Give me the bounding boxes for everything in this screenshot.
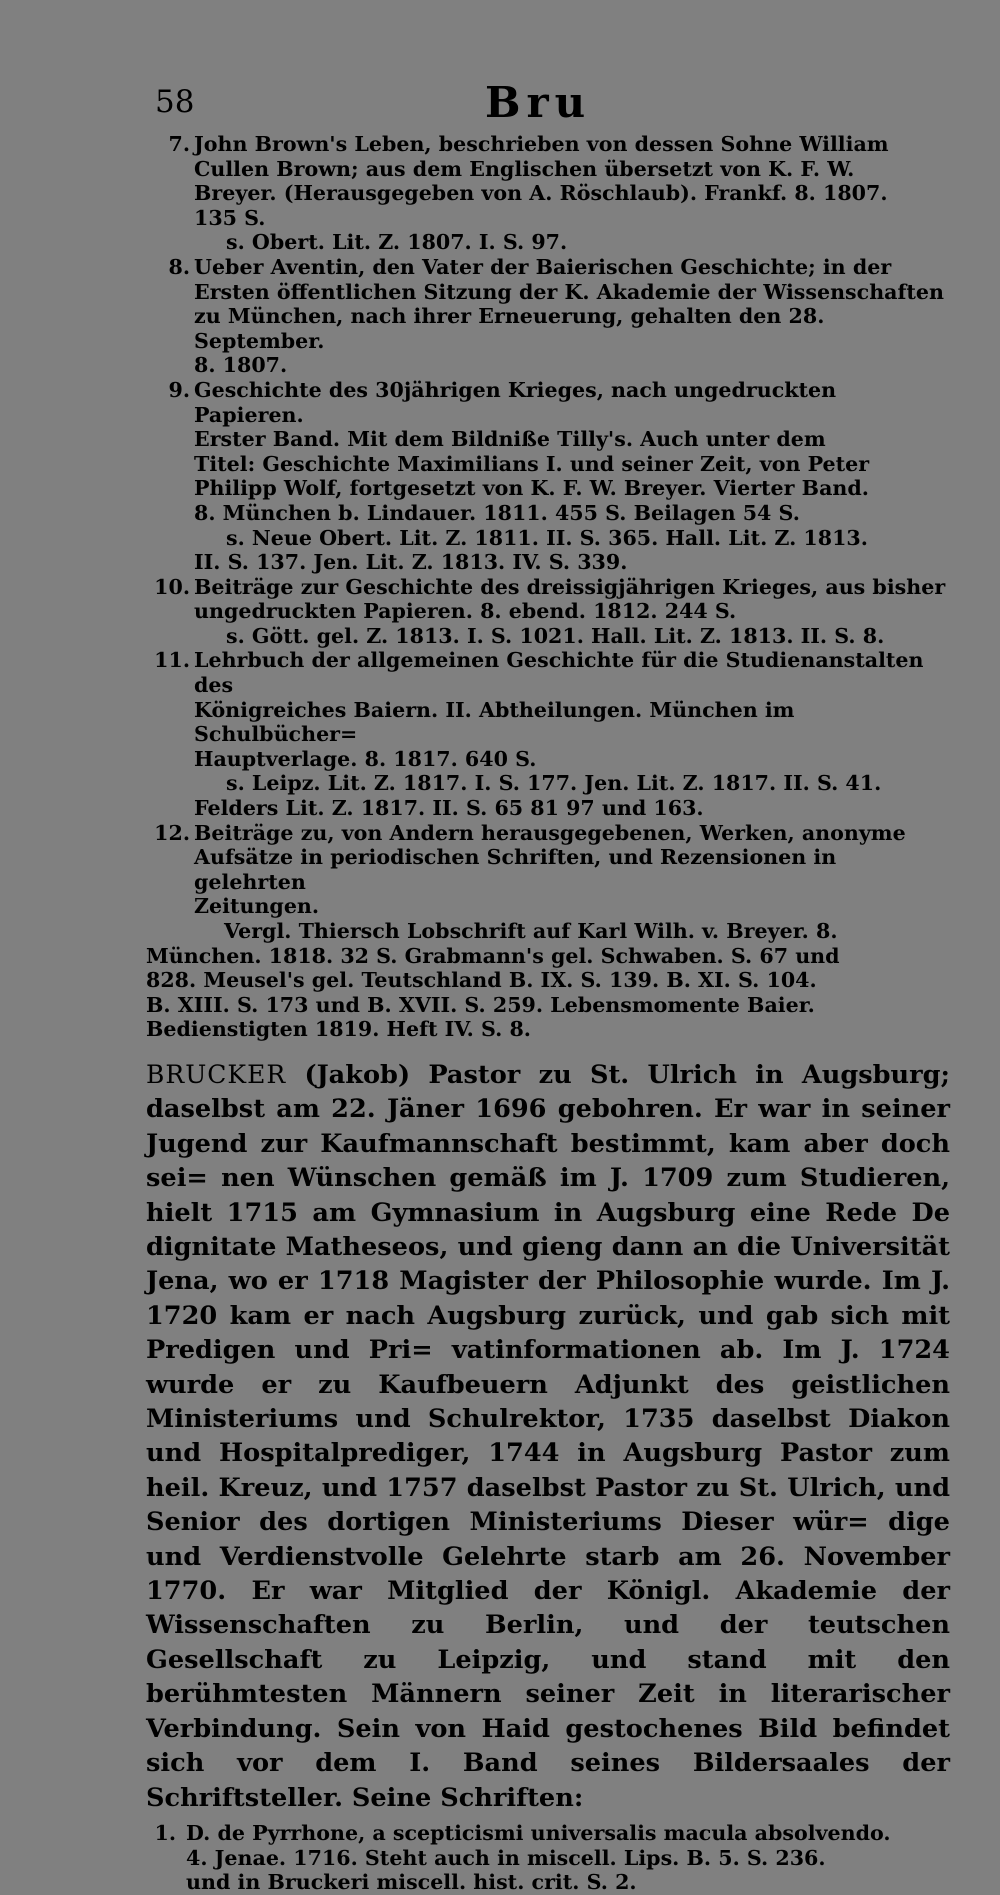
comparison-line: B. XIII. S. 173 und B. XVII. S. 259. Lebensmomente Baier. bbox=[146, 992, 815, 1017]
entry-reference: s. Leipz. Lit. Z. 1817. I. S. 177. Jen. Lit. Z. 1817. II. S. 41. bbox=[226, 771, 882, 796]
works-list bbox=[146, 1821, 950, 1895]
biography-headword: BRUCKER bbox=[146, 1059, 287, 1089]
entry-line bbox=[146, 181, 950, 206]
entry-reference: Felders Lit. Z. 1817. II. S. 65 81 97 und 163. bbox=[194, 796, 704, 821]
entry-text: Beiträge zur Geschichte des dreissigjährigen Krieges, aus bisher bbox=[194, 574, 946, 599]
entry-line bbox=[146, 378, 950, 427]
entry-line bbox=[146, 821, 950, 846]
entry-text: Beiträge zu, von Andern herausgegebenen, Werken, anonyme bbox=[194, 820, 906, 845]
entry-line bbox=[146, 698, 950, 747]
entry-number: 7. bbox=[168, 132, 190, 156]
comparison-line: München. 1818. 32 S. Grabmann's gel. Schwaben. S. 67 und bbox=[146, 943, 840, 968]
entry-number: 8. bbox=[168, 254, 190, 279]
biography-line: vatinformationen ab. Im J. 1724 wurde er zu Kaufbeuern bbox=[146, 1335, 950, 1400]
entry-line bbox=[146, 845, 950, 894]
biography-line: daselbst Diakon und Hospitalprediger, 1744 in Augsburg bbox=[146, 1404, 950, 1469]
biography-line: Matheseos, und gieng dann an die Universität Jena, wo er bbox=[146, 1232, 950, 1297]
entry-number: 12. bbox=[154, 820, 190, 845]
entry-text: Philipp Wolf, fortgesetzt von K. F. W. Breyer. Vierter Band. bbox=[194, 476, 869, 501]
entry-line bbox=[146, 280, 950, 305]
entry-text: Ersten öffentlichen Sitzung der K. Akademie der Wissenschaften bbox=[194, 279, 944, 304]
biography-line: stand mit den berühmtesten Männern seiner Zeit in literarischer bbox=[146, 1644, 950, 1710]
entry-line bbox=[146, 648, 950, 697]
entry-text: Breyer. (Herausgegeben von A. Röschlaub). Frankf. 8. 1807. bbox=[194, 181, 888, 206]
entry-text: 8. 1807. bbox=[194, 353, 288, 378]
entry-line bbox=[146, 353, 950, 378]
entry-number: 11. bbox=[154, 648, 190, 673]
entry-text: Cullen Brown; aus dem Englischen übersetzt von K. F. W. bbox=[194, 156, 855, 181]
entry-reference: II. S. 137. Jen. Lit. Z. 1813. IV. S. 339. bbox=[194, 550, 628, 575]
entry-line bbox=[146, 452, 950, 477]
entry-reference: s. Gött. gel. Z. 1813. I. S. 1021. Hall. Lit. Z. 1813. II. S. 8. bbox=[226, 623, 885, 648]
biography-line: vor dem I. Band seines Bildersaales der Schriftsteller. Seine bbox=[146, 1748, 950, 1813]
biography-line: Pastor zum heil. Kreuz, und 1757 daselbst Pastor zu St. bbox=[146, 1438, 951, 1503]
entry-text: Titel: Geschichte Maximilians I. und seiner Zeit, von Peter bbox=[194, 451, 870, 476]
entry-text: Lehrbuch der allgemeinen Geschichte für die Studienanstalten des bbox=[194, 648, 924, 698]
comparison-line: Bedienstigten 1819. Heft IV. S. 8. bbox=[146, 1017, 531, 1042]
biography-line: (Jakob) Pastor zu St. Ulrich in bbox=[304, 1059, 784, 1090]
work-text: D. de Pyrrhone, a scepticismi universalis macula absolvendo. bbox=[186, 1820, 891, 1845]
biography-line: Augsburg; daselbst am 22. Jäner 1696 gebohren. Er war in bbox=[146, 1059, 950, 1125]
biography-line: nen Wünschen gemäß im J. 1709 zum Studieren, hielt 1715 bbox=[146, 1163, 950, 1228]
entry-text: Aufsätze in periodischen Schriften, und Rezensionen in gelehrten bbox=[194, 845, 837, 894]
biography-line: Schriften: bbox=[440, 1782, 584, 1813]
running-head: Bru bbox=[485, 78, 592, 127]
entry-line bbox=[146, 157, 950, 182]
biography-line: 1718 Magister der Philosophie wurde. Im J. 1720 kam er bbox=[146, 1266, 950, 1331]
work-line bbox=[146, 1821, 950, 1846]
biography-line: am Gymnasium in Augsburg eine Rede De dignitate bbox=[146, 1197, 951, 1262]
page-header bbox=[155, 78, 945, 138]
biography-line: Adjunkt des geistlichen Ministeriums und Schulrektor, 1735 bbox=[146, 1369, 950, 1435]
work-line bbox=[146, 1846, 950, 1871]
entry-text: ungedruckten Papieren. 8. ebend. 1812. 244 S. bbox=[194, 599, 737, 624]
entry-line bbox=[146, 747, 950, 772]
entry-line bbox=[146, 132, 950, 157]
entry-text: Hauptverlage. 8. 1817. 640 S. bbox=[194, 746, 537, 771]
biography-line: dige und Verdienstvolle Gelehrte starb am 26. November 1770. bbox=[146, 1507, 950, 1607]
entry-line bbox=[146, 476, 950, 501]
bibliography-list bbox=[146, 132, 950, 919]
work-text: 4. Jenae. 1716. Steht auch in miscell. Lips. B. 5. S. 236. bbox=[186, 1845, 826, 1870]
entry-text: Zeitungen. bbox=[194, 894, 320, 919]
comparison-references bbox=[146, 919, 950, 1042]
entry-text: Geschichte des 30jährigen Krieges, nach ungedruckten Papieren. bbox=[194, 377, 837, 427]
entry-line bbox=[146, 427, 950, 452]
page-number: 58 bbox=[155, 84, 195, 120]
entry-text: Erster Band. Mit dem Bildniße Tilly's. Auch unter dem bbox=[194, 427, 826, 452]
work-number: 1. bbox=[154, 1820, 176, 1845]
entry-text: zu München, nach ihrer Erneuerung, gehalten den 28. September. bbox=[194, 304, 825, 353]
entry-text: John Brown's Leben, beschrieben von dessen Sohne William bbox=[194, 132, 889, 156]
biography-line: seiner Jugend zur Kaufmannschaft bestimmt, kam aber doch sei= bbox=[146, 1094, 950, 1194]
biography-line: Er war Mitglied der Königl. Akademie der Wissenschaften zu bbox=[146, 1576, 950, 1641]
biography-line: nach Augsburg zurück, und gab sich mit Predigen und Pri= bbox=[146, 1300, 950, 1366]
work-text: und in Bruckeri miscell. hist. crit. S. 2. bbox=[186, 1870, 637, 1895]
entry-text: Königreiches Baiern. II. Abtheilungen. München im Schulbücher= bbox=[194, 697, 795, 747]
entry-reference: s. Obert. Lit. Z. 1807. I. S. 97. bbox=[226, 230, 568, 255]
comparison-line: 828. Meusel's gel. Teutschland B. IX. S. 139. B. XI. S. 104. bbox=[146, 968, 817, 993]
biography-line: Ulrich, und Senior des dortigen Ministeriums Dieser wür= bbox=[146, 1472, 950, 1538]
entry-line bbox=[146, 575, 950, 600]
entry-line bbox=[146, 255, 950, 280]
work-line bbox=[146, 1870, 950, 1895]
entry-line bbox=[146, 501, 950, 526]
entry-line bbox=[146, 206, 950, 231]
biography-entry bbox=[146, 1058, 950, 1815]
entry-line bbox=[146, 304, 950, 353]
entry-text: 135 S. bbox=[194, 205, 266, 230]
entry-text: 8. München b. Lindauer. 1811. 455 S. Beilagen 54 S. bbox=[194, 500, 800, 525]
biography-line: Berlin, und der teutschen Gesellschaft zu Leipzig, und bbox=[146, 1610, 950, 1675]
entry-number: 9. bbox=[168, 377, 190, 402]
entry-line bbox=[146, 599, 950, 624]
entry-text: Ueber Aventin, den Vater der Baierischen Geschichte; in der bbox=[194, 254, 892, 279]
entry-line bbox=[146, 894, 950, 919]
biography-line: Verbindung. Sein von Haid gestochenes Bild befindet sich bbox=[146, 1713, 950, 1779]
page-content bbox=[146, 132, 950, 1895]
entry-reference: s. Neue Obert. Lit. Z. 1811. II. S. 365. Hall. Lit. Z. 1813. bbox=[226, 525, 868, 550]
comparison-line: Vergl. Thiersch Lobschrift auf Karl Wilh. v. Breyer. 8. bbox=[224, 919, 838, 943]
entry-number: 10. bbox=[154, 574, 190, 599]
